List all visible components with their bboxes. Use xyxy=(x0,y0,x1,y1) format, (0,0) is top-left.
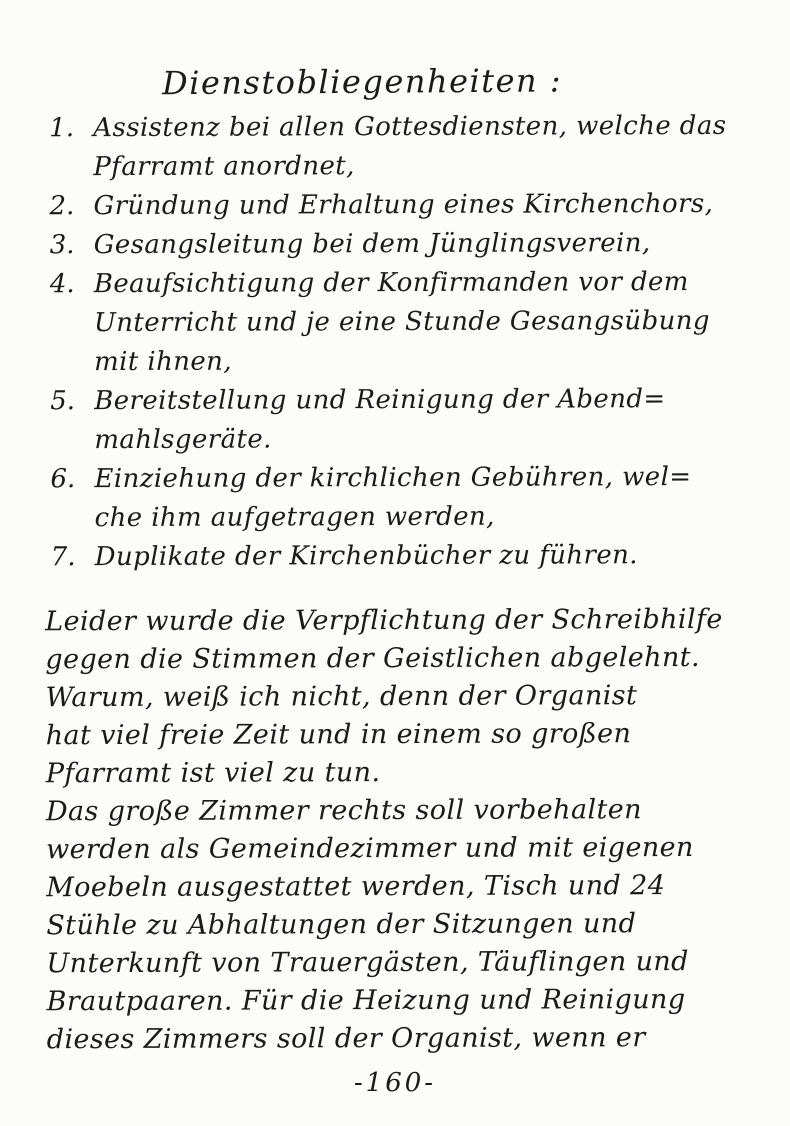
list-item xyxy=(50,263,760,382)
list-item-line: mahlsgeräte. xyxy=(94,424,272,456)
paragraph-line: dieses Zimmers soll der Organist, wenn er xyxy=(46,1022,646,1056)
paragraph xyxy=(46,791,761,1059)
list-item-line: Duplikate der Kirchenbücher zu führen. xyxy=(94,540,638,573)
paragraph-line: Moebeln ausgestattet werden, Tisch und 24 xyxy=(46,870,666,904)
list-item-line: Beaufsichtigung der Konfirmanden vor dem xyxy=(93,267,689,300)
list-item xyxy=(50,458,760,538)
list-item-number: 6. xyxy=(50,464,76,495)
paragraph-line: Das große Zimmer rechts soll vorbehalten xyxy=(45,794,642,828)
list-item-line: Pfarramt anordnet, xyxy=(93,151,355,183)
document-title: Dienstobliegenheiten : xyxy=(161,61,563,103)
list-item-number: 3. xyxy=(49,230,75,261)
list-item xyxy=(49,185,759,226)
list-item-line: Gesangsleitung bei dem Jünglingsverein, xyxy=(93,228,651,261)
list-item-line: mit ihnen, xyxy=(94,346,233,378)
list-item xyxy=(50,380,760,460)
paragraph-line: werden als Gemeindezimmer und mit eigenen xyxy=(46,831,694,866)
duty-list xyxy=(49,107,761,577)
paragraph-line: hat viel freie Zeit und in einem so großen xyxy=(45,718,632,752)
list-item-text xyxy=(94,224,760,265)
paragraph-line: Unterkunft von Trauergästen, Täuflingen und xyxy=(46,946,689,980)
list-item-text xyxy=(93,107,759,187)
body-text xyxy=(45,601,761,1059)
paragraph-line: Brautpaaren. Für die Heizung und Reinigung xyxy=(46,984,686,1018)
list-item-line: Einziehung der kirchlichen Gebühren, wel= xyxy=(94,462,692,495)
list-item xyxy=(51,536,761,577)
list-item-line: Gründung und Erhaltung eines Kirchenchors, xyxy=(93,188,714,222)
list-item-text xyxy=(94,380,760,460)
list-item-number: 7. xyxy=(50,542,76,573)
list-item-number: 5. xyxy=(50,386,76,417)
paragraph-line: Warum, weiß ich nicht, denn der Organist xyxy=(45,680,638,714)
list-item xyxy=(49,107,759,187)
list-item-number: 2. xyxy=(49,191,75,222)
list-item-text xyxy=(94,458,760,538)
list-item-text xyxy=(94,263,760,382)
list-item-line: che ihm aufgetragen werden, xyxy=(94,501,495,534)
list-item-line: Bereitstellung und Reinigung der Abend= xyxy=(94,384,666,417)
paragraph-line: Leider wurde die Verpflichtung der Schreibhilfe xyxy=(45,603,723,638)
list-item xyxy=(50,224,760,265)
paragraph-line: gegen die Stimmen der Geistlichen abgelehnt. xyxy=(45,641,701,676)
paragraph-line: Stühle zu Abhaltungen der Sitzungen und xyxy=(46,908,637,942)
page-number: -160- xyxy=(353,1068,437,1098)
paragraph xyxy=(45,601,760,793)
list-item-text xyxy=(93,185,759,226)
list-item-line: Unterricht und je eine Stunde Gesangsübung xyxy=(93,305,710,339)
list-item-number: 1. xyxy=(49,113,75,144)
list-item-text xyxy=(95,536,761,577)
list-item-number: 4. xyxy=(49,269,75,300)
paragraph-line: Pfarramt ist viel zu tun. xyxy=(45,757,381,790)
list-item-line: Assistenz bei allen Gottesdiensten, welche das xyxy=(93,110,727,144)
